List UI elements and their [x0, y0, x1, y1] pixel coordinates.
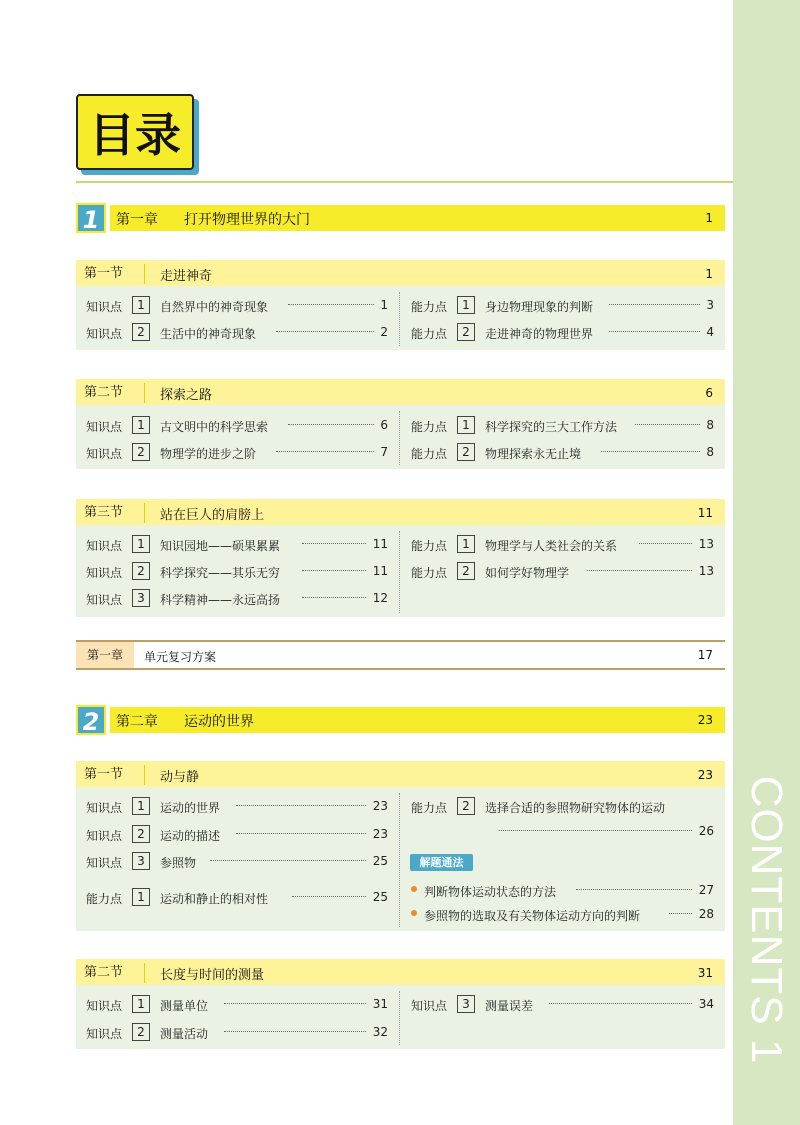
- leader-dots: [302, 570, 366, 571]
- item-kind: 能力点: [411, 300, 448, 314]
- item-kind: 知识点: [411, 999, 448, 1013]
- leader-dots: [635, 424, 700, 425]
- item-page: 34: [698, 997, 714, 1011]
- item-page: 32: [372, 1025, 388, 1039]
- item-title: 物理探索永无止境: [485, 447, 582, 461]
- section-title: 探索之路: [160, 388, 213, 403]
- bullet-dot-icon: [411, 886, 417, 892]
- item-kind: 知识点: [86, 829, 123, 843]
- item-page: 11: [372, 537, 388, 551]
- item-kind: 知识点: [86, 801, 123, 815]
- list-item[interactable]: [86, 995, 388, 1015]
- item-kind: 知识点: [86, 300, 123, 314]
- item-kind: 能力点: [411, 801, 448, 815]
- item-title: 古文明中的科学思索: [160, 420, 269, 434]
- leader-dots: [609, 331, 700, 332]
- item-title: 身边物理现象的判断: [485, 300, 594, 314]
- leader-dots: [499, 830, 692, 831]
- item-page: 23: [372, 799, 388, 813]
- item-title: 知识园地——硕果累累: [160, 539, 281, 553]
- review-page: 17: [697, 648, 713, 662]
- item-page: 4: [706, 325, 714, 339]
- list-item[interactable]: [411, 296, 714, 316]
- bullet-dot-icon: [411, 910, 417, 916]
- item-page: 3: [706, 298, 714, 312]
- section-page: 6: [705, 386, 713, 400]
- item-page: 1: [380, 298, 388, 312]
- item-kind: 知识点: [86, 999, 123, 1013]
- item-title: 运动的描述: [160, 829, 221, 843]
- section-page: 23: [697, 768, 713, 782]
- column-divider: [399, 531, 400, 613]
- item-number: 2: [457, 323, 475, 341]
- section-title: 长度与时间的测量: [160, 968, 265, 983]
- leader-dots: [639, 543, 692, 544]
- item-title: 参照物: [160, 856, 197, 870]
- leader-dots: [587, 570, 692, 571]
- list-item[interactable]: [411, 416, 714, 436]
- item-page: 2: [380, 325, 388, 339]
- item-page: 13: [698, 537, 714, 551]
- item-kind: 知识点: [86, 327, 123, 341]
- item-page: 27: [698, 883, 714, 897]
- chapter-label: 第二章: [116, 714, 158, 730]
- method-badge: 解题通法: [410, 854, 473, 871]
- column-divider: [399, 411, 400, 465]
- item-kind: 能力点: [411, 447, 448, 461]
- leader-dots: [224, 1003, 366, 1004]
- chapter-review[interactable]: [76, 640, 725, 670]
- leader-dots: [236, 805, 366, 806]
- item-title: 运动和静止的相对性: [160, 892, 269, 906]
- leader-dots: [601, 451, 700, 452]
- section-page: 11: [697, 506, 713, 520]
- chapter-page: 23: [697, 713, 713, 727]
- list-item[interactable]: [86, 852, 388, 872]
- item-page: 7: [380, 445, 388, 459]
- list-item[interactable]: [411, 323, 714, 343]
- item-kind: 知识点: [86, 566, 123, 580]
- list-item[interactable]: [86, 443, 388, 463]
- leader-dots: [276, 331, 374, 332]
- item-kind: 知识点: [86, 1027, 123, 1041]
- section-label: 第三节: [84, 503, 145, 523]
- leader-dots: [302, 597, 366, 598]
- contents-label: CONTENTS 1: [742, 775, 791, 1065]
- leader-dots: [609, 304, 700, 305]
- section-label: 第一节: [84, 264, 145, 284]
- leader-dots: [302, 543, 366, 544]
- item-title: 判断物体运动状态的方法: [424, 885, 557, 899]
- list-item[interactable]: [86, 797, 388, 817]
- item-kind: 能力点: [86, 892, 123, 906]
- item-title: 自然界中的神奇现象: [160, 300, 269, 314]
- item-number: 2: [132, 825, 150, 843]
- chapter-page: 1: [705, 211, 713, 225]
- title-divider: [76, 181, 733, 183]
- item-title: 物理学与人类社会的关系: [485, 539, 618, 553]
- item-kind: 能力点: [411, 327, 448, 341]
- item-number: 1: [457, 535, 475, 553]
- item-page: 13: [698, 564, 714, 578]
- item-title: 生活中的神奇现象: [160, 327, 257, 341]
- item-number: 1: [457, 416, 475, 434]
- list-item[interactable]: [411, 905, 714, 925]
- section-page: 31: [697, 966, 713, 980]
- section-label: 第一节: [84, 765, 145, 785]
- chapter-1-header[interactable]: [76, 203, 725, 233]
- list-item[interactable]: [86, 888, 388, 908]
- item-page: 31: [372, 997, 388, 1011]
- item-page: 12: [372, 591, 388, 605]
- item-number: 1: [132, 995, 150, 1013]
- item-title: 测量活动: [160, 1027, 209, 1041]
- leader-dots: [288, 424, 374, 425]
- list-item[interactable]: [86, 589, 388, 609]
- item-kind: 知识点: [86, 420, 123, 434]
- item-title: 如何学好物理学: [485, 566, 570, 580]
- item-page: 25: [372, 890, 388, 904]
- item-number: 2: [132, 1023, 150, 1041]
- item-number: 1: [132, 888, 150, 906]
- list-item[interactable]: [411, 443, 714, 463]
- item-kind: 知识点: [86, 447, 123, 461]
- list-item[interactable]: [411, 797, 714, 841]
- item-number: 1: [132, 296, 150, 314]
- item-page: 28: [698, 907, 714, 921]
- item-title: 科学探究——其乐无穷: [160, 566, 281, 580]
- item-page: 11: [372, 564, 388, 578]
- leader-dots: [236, 833, 366, 834]
- item-title: 科学探究的三大工作方法: [485, 420, 618, 434]
- chapter-label: 第一章: [116, 212, 158, 228]
- item-title: 物理学的进步之阶: [160, 447, 257, 461]
- list-item[interactable]: [86, 296, 388, 316]
- column-divider: [399, 793, 400, 927]
- list-item[interactable]: [86, 323, 388, 343]
- list-item[interactable]: [86, 825, 388, 845]
- column-divider: [399, 991, 400, 1045]
- item-title: 选择合适的参照物研究物体的运动: [485, 801, 666, 815]
- section-label: 第二节: [84, 383, 145, 403]
- item-number: 2: [457, 797, 475, 815]
- list-item[interactable]: [86, 535, 388, 555]
- item-number: 1: [457, 296, 475, 314]
- item-title: 走进神奇的物理世界: [485, 327, 594, 341]
- item-kind: 能力点: [411, 539, 448, 553]
- item-page: 25: [372, 854, 388, 868]
- item-number: 1: [132, 797, 150, 815]
- section-title: 走进神奇: [160, 269, 213, 284]
- section-title: 动与静: [160, 770, 200, 785]
- list-item[interactable]: [411, 535, 714, 555]
- item-kind: 知识点: [86, 593, 123, 607]
- item-number: 2: [457, 562, 475, 580]
- item-number: 2: [132, 443, 150, 461]
- list-item[interactable]: [86, 562, 388, 582]
- list-item[interactable]: [86, 1023, 388, 1043]
- item-title: 测量单位: [160, 999, 209, 1013]
- item-number: 1: [132, 535, 150, 553]
- page-title: 目录: [76, 94, 194, 170]
- item-kind: 知识点: [86, 539, 123, 553]
- item-title: 测量误差: [485, 999, 534, 1013]
- item-number: 3: [457, 995, 475, 1013]
- item-number: 2: [457, 443, 475, 461]
- leader-dots: [276, 451, 374, 452]
- item-kind: 能力点: [411, 420, 448, 434]
- item-page: 26: [698, 824, 714, 838]
- section-label: 第二节: [84, 963, 145, 983]
- leader-dots: [292, 896, 366, 897]
- item-page: 8: [706, 445, 714, 459]
- item-number: 2: [132, 562, 150, 580]
- chapter-title: 运动的世界: [184, 714, 254, 730]
- chapter-number-badge: 2: [76, 705, 106, 735]
- leader-dots: [224, 1031, 366, 1032]
- item-kind: 能力点: [411, 566, 448, 580]
- chapter-number-badge: 1: [76, 203, 106, 233]
- chapter-2-header[interactable]: [76, 705, 725, 735]
- item-title: 运动的世界: [160, 801, 221, 815]
- chapter-title: 打开物理世界的大门: [184, 212, 310, 228]
- item-number: 1: [132, 416, 150, 434]
- item-title: 参照物的选取及有关物体运动方向的判断: [424, 909, 641, 923]
- leader-dots: [210, 860, 366, 861]
- list-item[interactable]: [411, 881, 714, 901]
- item-kind: 知识点: [86, 856, 123, 870]
- section-title: 站在巨人的肩膀上: [160, 508, 265, 523]
- leader-dots: [549, 1003, 692, 1004]
- leader-dots: [576, 889, 692, 890]
- list-item[interactable]: [411, 562, 714, 582]
- item-number: 3: [132, 589, 150, 607]
- item-page: 6: [380, 418, 388, 432]
- list-item[interactable]: [411, 995, 714, 1015]
- item-number: 2: [132, 323, 150, 341]
- item-page: 23: [372, 827, 388, 841]
- item-title: 科学精神——永远高扬: [160, 593, 281, 607]
- item-number: 3: [132, 852, 150, 870]
- column-divider: [399, 292, 400, 346]
- leader-dots: [288, 304, 374, 305]
- review-title: 单元复习方案: [144, 650, 217, 664]
- section-page: 1: [705, 267, 713, 281]
- review-label: 第一章: [76, 642, 134, 668]
- leader-dots: [669, 913, 692, 914]
- list-item[interactable]: [86, 416, 388, 436]
- item-page: 8: [706, 418, 714, 432]
